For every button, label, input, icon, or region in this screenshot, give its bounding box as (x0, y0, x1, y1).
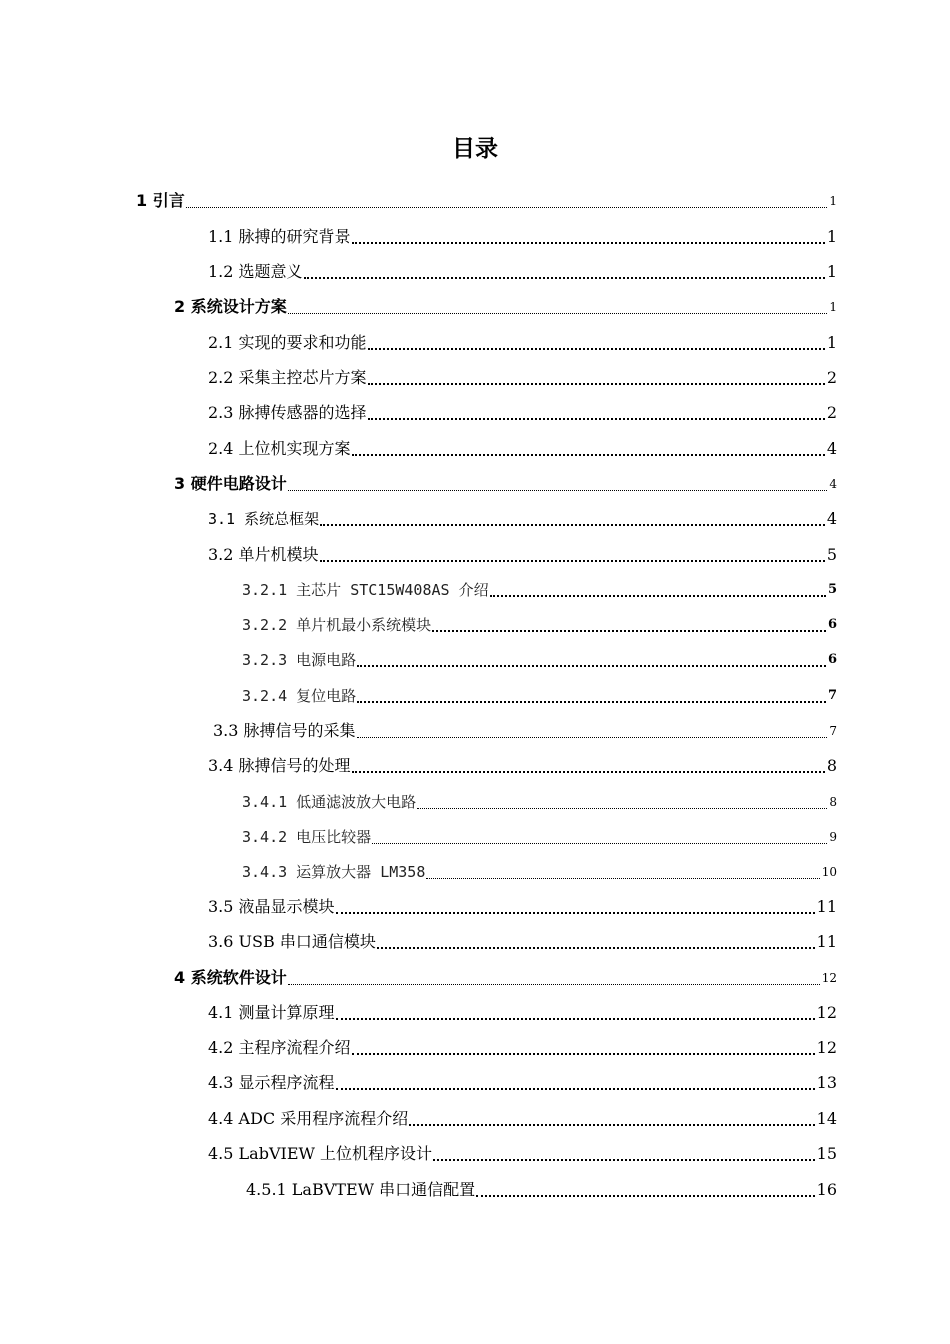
toc-entry[interactable] (242, 577, 837, 601)
toc-entry-page: 8 (829, 795, 837, 809)
toc-entry-label: 3.3 脉搏信号的采集 (213, 721, 356, 740)
toc-leader-dots (433, 1159, 815, 1161)
toc-entry-page: 14 (816, 1109, 837, 1128)
toc-leader-dots (352, 454, 825, 456)
toc-entry-page: 1 (829, 300, 837, 314)
toc-entry-label: 3.2 单片机模块 (208, 545, 319, 564)
toc-entry-label: 3.2.4 复位电路 (242, 687, 357, 705)
toc-entry[interactable] (242, 647, 837, 671)
toc-entry[interactable] (174, 294, 837, 318)
toc-leader-dots (186, 207, 828, 208)
toc-leader-dots (409, 1124, 814, 1126)
toc-entry[interactable] (208, 542, 837, 566)
toc-entry-page: 1 (826, 227, 837, 246)
toc-entry-page: 4 (829, 477, 837, 491)
toc-entry[interactable] (208, 365, 837, 389)
toc-entry-label: 4.2 主程序流程介绍 (208, 1038, 351, 1057)
toc-leader-dots (372, 843, 827, 844)
toc-entry-page: 15 (816, 1144, 837, 1163)
toc-leader-dots (357, 737, 828, 738)
toc-leader-dots (288, 313, 828, 314)
toc-entry-label: 3.4 脉搏信号的处理 (208, 756, 351, 775)
toc-entry[interactable] (208, 1141, 837, 1165)
toc-leader-dots (352, 1053, 815, 1055)
toc-entry-page: 11 (816, 932, 837, 951)
toc-entry-page: 4 (826, 439, 837, 458)
toc-entry-label: 4.5.1 LaBVTEW 串口通信配置 (246, 1180, 476, 1199)
toc-entry-label: 3.2.3 电源电路 (242, 651, 357, 669)
page-title: 目录 (452, 136, 498, 162)
toc-entry-label: 3.4.1 低通滤波放大电路 (242, 793, 417, 811)
toc-leader-dots (288, 984, 820, 985)
toc-entry-page: 8 (826, 756, 837, 775)
toc-entry-label: 1 引言 (136, 191, 185, 210)
toc-entry-page: 12 (821, 971, 837, 985)
toc-entry[interactable] (208, 330, 837, 354)
toc-entry-page: 1 (829, 194, 837, 208)
toc-entry-page: 12 (816, 1038, 837, 1057)
toc-entry-label: 4.3 显示程序流程 (208, 1073, 335, 1092)
toc-entry-page: 7 (827, 688, 837, 703)
toc-entry[interactable] (242, 683, 837, 707)
toc-leader-dots (357, 665, 826, 667)
toc-entry[interactable] (242, 789, 837, 813)
toc-entry[interactable] (208, 1070, 837, 1094)
toc-entry-page: 10 (821, 865, 837, 879)
toc-entry[interactable] (208, 753, 837, 777)
toc-entry-page: 6 (827, 617, 837, 632)
toc-entry-label: 1.1 脉搏的研究背景 (208, 227, 351, 246)
toc-entry[interactable] (136, 188, 837, 212)
toc-leader-dots (336, 912, 815, 914)
toc-entry-page: 13 (816, 1073, 837, 1092)
toc-entry-page: 12 (816, 1003, 837, 1022)
toc-entry-page: 2 (826, 368, 837, 387)
toc-leader-dots (336, 1018, 815, 1020)
toc-entry-label: 4.1 测量计算原理 (208, 1003, 335, 1022)
toc-entry[interactable] (208, 1035, 837, 1059)
toc-leader-dots (426, 878, 819, 879)
toc-entry-page: 11 (816, 897, 837, 916)
toc-entry-page: 5 (827, 582, 837, 597)
toc-leader-dots (320, 560, 825, 562)
toc-entry-label: 4 系统软件设计 (174, 968, 287, 987)
toc-entry[interactable] (208, 224, 837, 248)
toc-leader-dots (352, 242, 825, 244)
toc-entry-label: 3.1 系统总框架 (208, 510, 320, 528)
toc-leader-dots (368, 383, 825, 385)
toc-entry[interactable] (208, 400, 837, 424)
toc-leader-dots (377, 947, 815, 949)
toc-entry-label: 4.4 ADC 采用程序流程介绍 (208, 1109, 409, 1128)
toc-entry[interactable] (246, 1177, 837, 1201)
toc-entry[interactable] (174, 471, 837, 495)
toc-entry-label: 3.4.2 电压比较器 (242, 828, 372, 846)
toc-entry[interactable] (208, 436, 837, 460)
toc-entry-page: 4 (826, 509, 837, 528)
toc-entry-label: 1.2 选题意义 (208, 262, 303, 281)
toc-entry-label: 3.4.3 运算放大器 LM358 (242, 863, 426, 881)
toc-entry-label: 3.5 液晶显示模块 (208, 897, 335, 916)
toc-entry[interactable] (213, 718, 837, 742)
toc-entry[interactable] (208, 894, 837, 918)
toc-leader-dots (490, 595, 826, 597)
toc-entry-label: 3.2.2 单片机最小系统模块 (242, 616, 432, 634)
toc-entry-label: 3 硬件电路设计 (174, 474, 287, 493)
toc-leader-dots (368, 348, 825, 350)
toc-entry-label: 2.3 脉搏传感器的选择 (208, 403, 367, 422)
toc-leader-dots (357, 701, 826, 703)
toc-leader-dots (304, 277, 825, 279)
toc-entry[interactable] (208, 1000, 837, 1024)
toc-entry-page: 9 (829, 830, 837, 844)
toc-entry-label: 2.1 实现的要求和功能 (208, 333, 367, 352)
toc-entry[interactable] (208, 1106, 837, 1130)
toc-leader-dots (336, 1088, 815, 1090)
toc-entry[interactable] (242, 859, 837, 883)
toc-entry-page: 2 (826, 403, 837, 422)
toc-entry-label: 2.4 上位机实现方案 (208, 439, 351, 458)
toc-entry-label: 2 系统设计方案 (174, 297, 287, 316)
toc-entry[interactable] (208, 929, 837, 953)
toc-leader-dots (476, 1195, 814, 1197)
toc-entry[interactable] (208, 259, 837, 283)
toc-entry-page: 1 (826, 262, 837, 281)
toc-entry[interactable] (242, 824, 837, 848)
toc-leader-dots (320, 524, 825, 526)
toc-entry-label: 3.2.1 主芯片 STC15W408AS 介绍 (242, 581, 489, 599)
toc-leader-dots (288, 490, 828, 491)
toc-entry-label: 2.2 采集主控芯片方案 (208, 368, 367, 387)
toc-entry-label: 4.5 LabVIEW 上位机程序设计 (208, 1144, 433, 1163)
toc-entry-page: 16 (816, 1180, 837, 1199)
toc-leader-dots (417, 808, 827, 809)
toc-entry[interactable] (208, 506, 837, 530)
toc-leader-dots (368, 418, 825, 420)
toc-leader-dots (432, 630, 826, 632)
toc-entry-label: 3.6 USB 串口通信模块 (208, 932, 376, 951)
toc-entry-page: 6 (827, 652, 837, 667)
toc-leader-dots (352, 771, 825, 773)
toc-entry[interactable] (174, 965, 837, 989)
toc-entry-page: 5 (826, 545, 837, 564)
toc-entry-page: 7 (829, 724, 837, 738)
toc-entry[interactable] (242, 612, 837, 636)
toc-entry-page: 1 (826, 333, 837, 352)
